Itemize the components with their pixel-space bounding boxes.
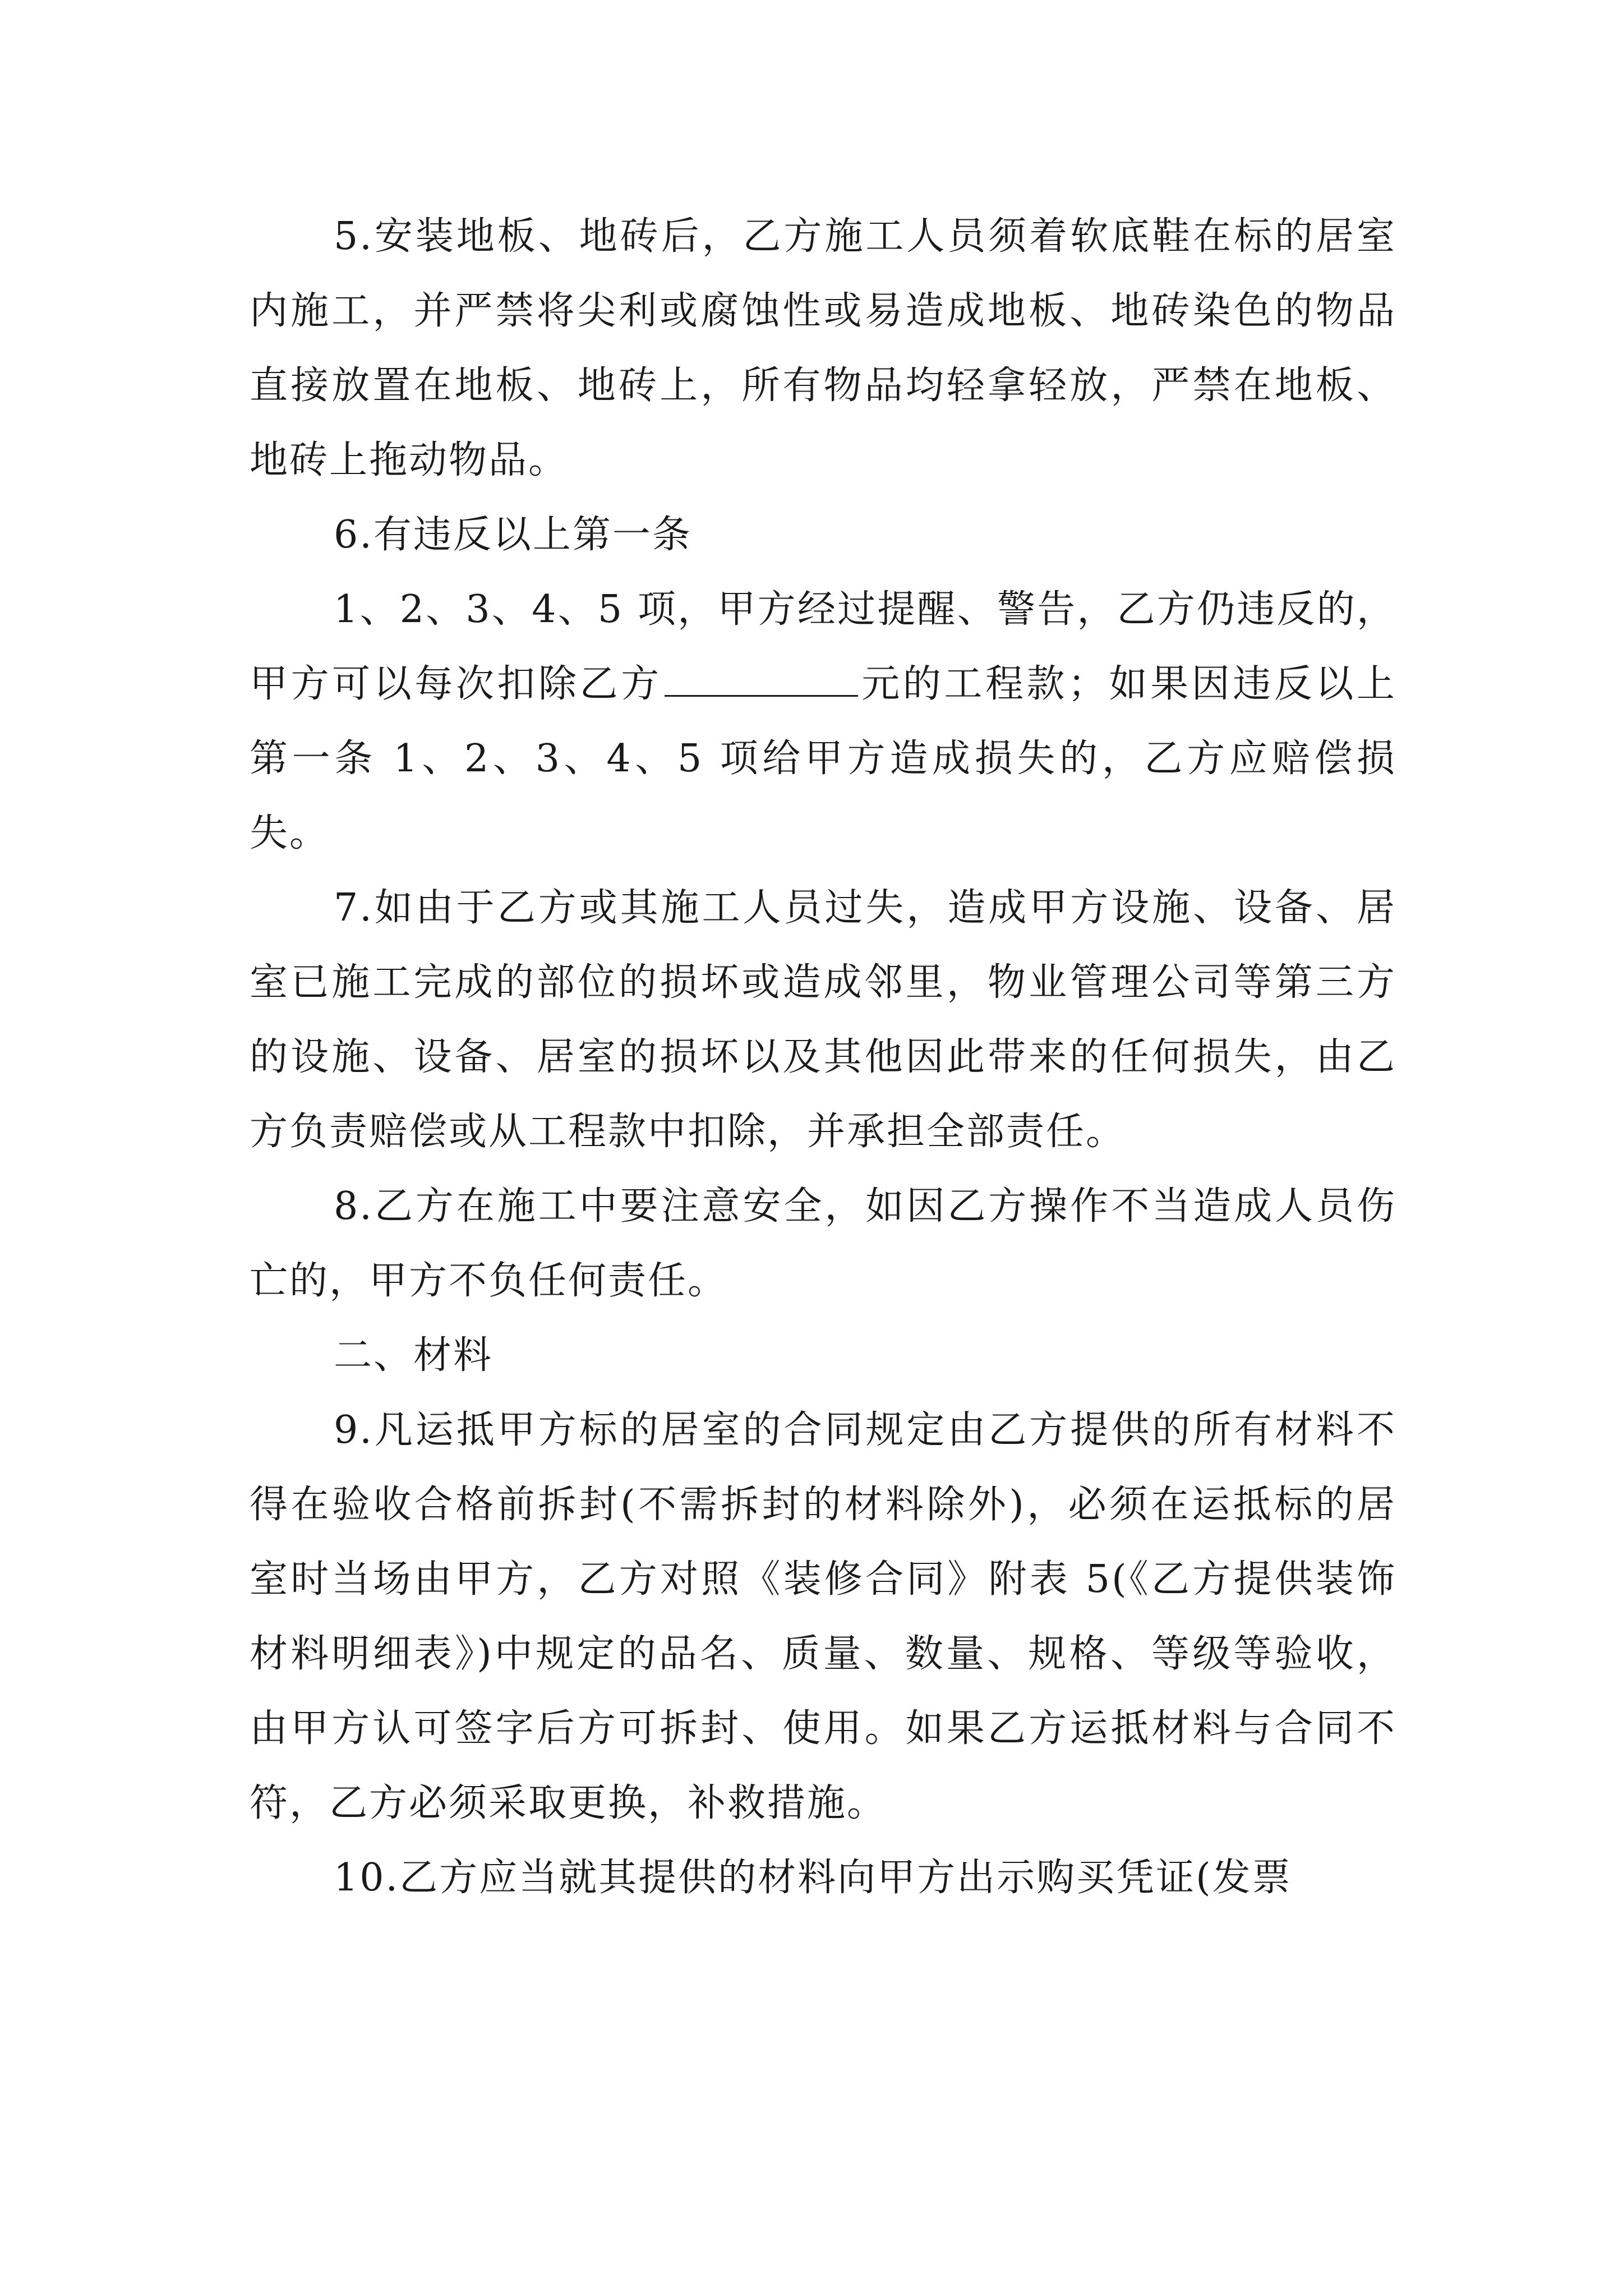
paragraph-6-text-after-blank: 元的工程款；如果因违反以上第一条 1、2、3、4、5 项给甲方造成损失的，乙方应赔偿损失。: [250, 662, 1396, 855]
paragraph-8: 8.乙方在施工中要注意安全，如因乙方操作不当造成人员伤亡的，甲方不负任何责任。: [250, 1184, 1396, 1303]
amount-blank-line: [665, 667, 858, 697]
paragraph-6-heading: 6.有违反以上第一条: [334, 513, 692, 557]
paragraph-6-text-before-blank: 1、2、3、4、5 项，甲方经过提醒、警告，乙方仍违反的，甲方可以每次扣除乙方: [250, 587, 1396, 706]
document-body: [250, 199, 1396, 1915]
paragraph-10: 10.乙方应当就其提供的材料向甲方出示购买凭证(发票: [334, 1856, 1292, 1900]
paragraph-9: 9.凡运抵甲方标的居室的合同规定由乙方提供的所有材料不得在验收合格前拆封(不需拆封的材料除外)，必须在运抵标的居室时当场由甲方，乙方对照《装修合同》附表 5(《乙方提供装饰材料明细表》)中规定的品名、质量、数量、规格、等级等验收，由甲方认可签字后方可拆封、使用。如果乙方运抵材料与合同不符，乙方必须采取更换，补救措施。: [250, 1408, 1396, 1825]
paragraph-6-body: [250, 572, 1396, 871]
paragraph-5: 5.安装地板、地砖后，乙方施工人员须着软底鞋在标的居室内施工，并严禁将尖利或腐蚀性或易造成地板、地砖染色的物品直接放置在地板、地砖上，所有物品均轻拿轻放，严禁在地板、地砖上拖动物品。: [250, 214, 1396, 482]
paragraph-7: 7.如由于乙方或其施工人员过失，造成甲方设施、设备、居室已施工完成的部位的损坏或造成邻里，物业管理公司等第三方的设施、设备、居室的损坏以及其他因此带来的任何损失，由乙方负责赔偿或从工程款中扣除，并承担全部责任。: [250, 886, 1396, 1154]
section-heading-materials: 二、材料: [334, 1333, 494, 1378]
